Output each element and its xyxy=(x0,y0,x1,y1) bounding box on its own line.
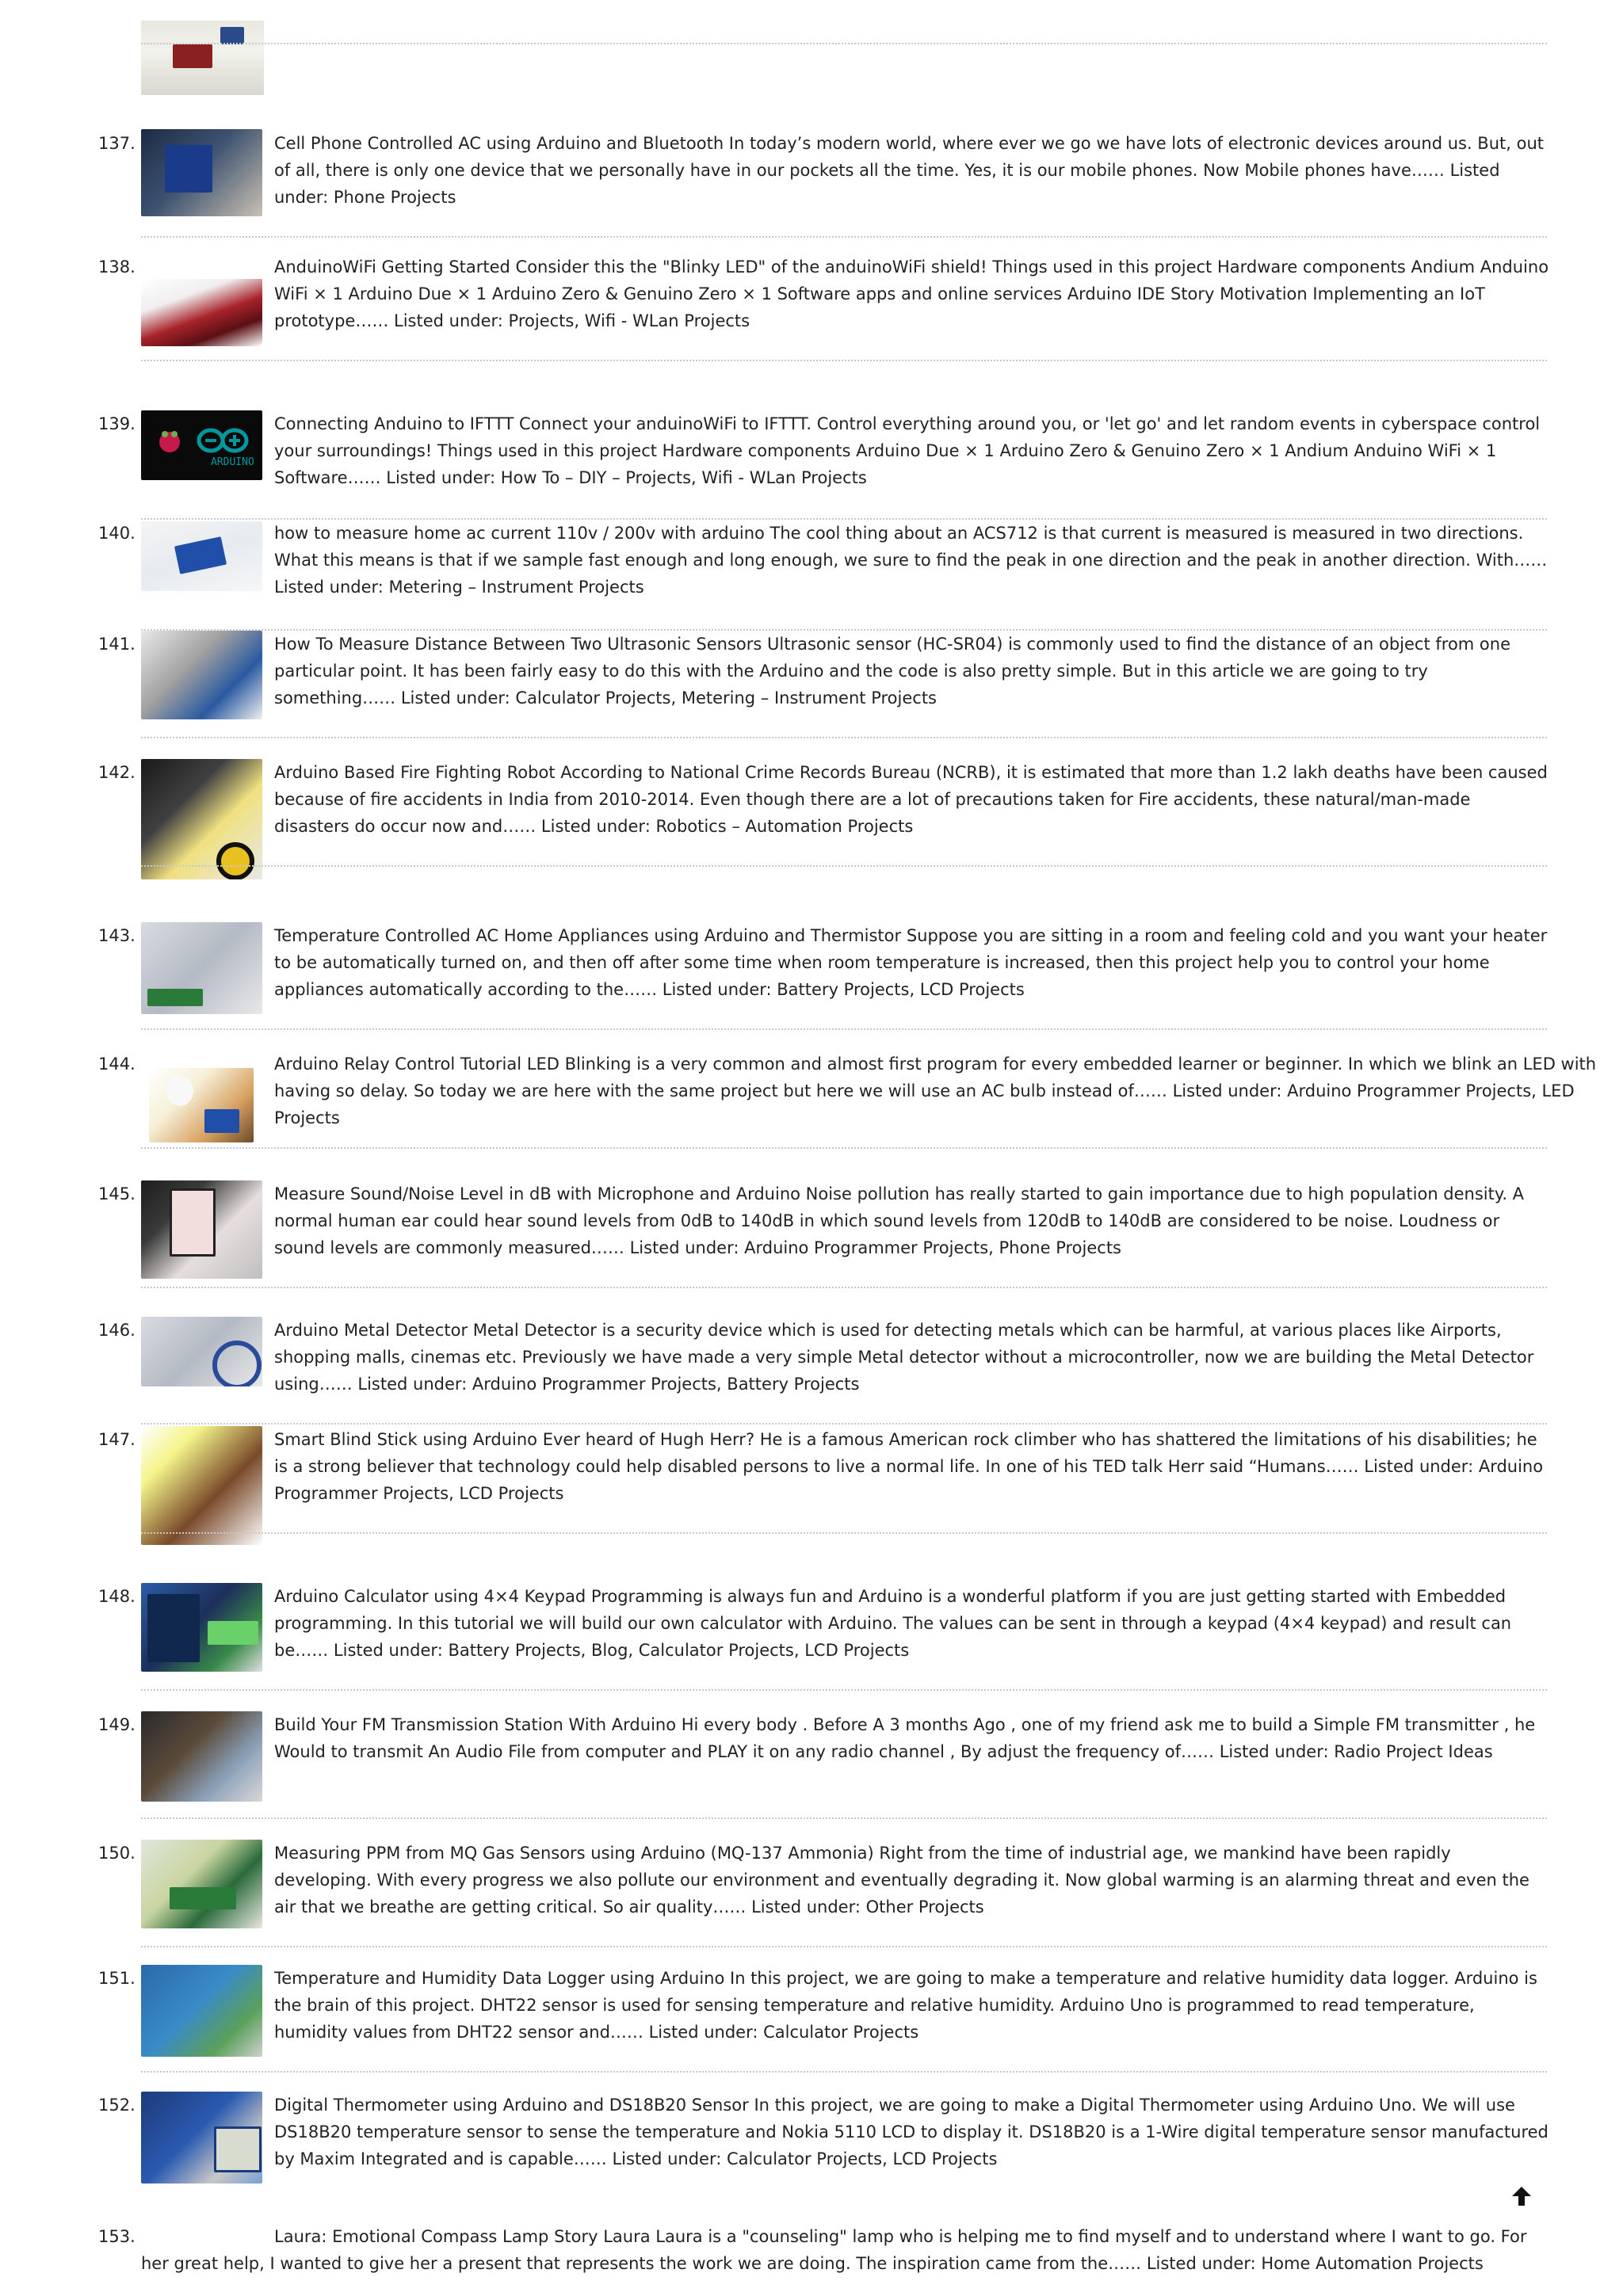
item-thumbnail[interactable] xyxy=(141,410,262,480)
arduino-logo-text: ARDUINO xyxy=(211,456,254,468)
list-separator xyxy=(141,865,1547,867)
item-thumbnail[interactable] xyxy=(141,21,264,95)
item-number: 144. xyxy=(98,1055,136,1074)
item-thumbnail[interactable] xyxy=(141,1180,262,1279)
item-number: 152. xyxy=(98,2096,136,2115)
item-thumbnail[interactable] xyxy=(141,2092,262,2183)
item-number: 149. xyxy=(98,1715,136,1734)
item-description[interactable]: AnduinoWiFi Getting Started Consider this the "Blinky LED" of the anduinoWiFi shield! Things used in this project Hardware components Andium Anduino WiFi × 1 Arduino Due × 1 Arduino Zero & Genuino Zero × 1 Software apps and online services Arduino IDE Story Motivation Implementing an IoT prototype…… Listed under: Projects, Wifi - WLan Projects xyxy=(274,257,1549,330)
item-description[interactable]: Arduino Based Fire Fighting Robot According to National Crime Records Bureau (NCRB), it is estimated that more than 1.2 lakh deaths have been caused because of fire accidents in India from 2010-2014. Even though there are a lot of precautions taken for Fire accidents, these natural/man-made disasters do occur now and…… Listed under: Robotics – Automation Projects xyxy=(274,763,1548,836)
item-description[interactable]: Laura: Emotional Compass Lamp Story Laura Laura is a "counseling" lamp who is helping me to find myself and to understand where I want to go. For her great help, I wanted to give her a present that represents the work we are doing. The inspiration came from the…… Listed under: Home Automation Projects xyxy=(141,2227,1527,2273)
list-separator xyxy=(141,236,1547,238)
item-description[interactable]: Arduino Relay Control Tutorial LED Blinking is a very common and almost first program for every embedded learner or beginner. In which we blink an LED with having so delay. So today we are here with the same project but here we will use an AC bulb instead of…… Listed under: Arduino Programmer Projects, LED Projects xyxy=(274,1055,1597,1127)
arduino-raspberry-logo xyxy=(141,410,262,480)
list-separator xyxy=(141,43,1547,44)
item-description[interactable]: Build Your FM Transmission Station With Arduino Hi every body . Before A 3 months Ago , one of my friend ask me to build a Simple FM transmitter , he Would to transmit An Audio File from computer and PLAY it on any radio channel , By adjust the frequency of…… Listed under: Radio Project Ideas xyxy=(274,1715,1536,1761)
list-separator xyxy=(141,1817,1547,1819)
scroll-to-top-button[interactable] xyxy=(1509,2183,1534,2209)
list-separator xyxy=(141,1532,1547,1534)
item-thumbnail[interactable] xyxy=(141,1317,262,1386)
item-thumbnail[interactable] xyxy=(141,279,262,346)
list-separator xyxy=(141,1287,1547,1288)
item-description[interactable]: Cell Phone Controlled AC using Arduino and Bluetooth In today’s modern world, where ever we go we have lots of electronic devices around us. But, out of all, there is only one device that we personally have in our pockets all the time. Yes, it is our mobile phones. Now Mobile phones have…… Listed under: Phone Projects xyxy=(274,134,1544,207)
item-description[interactable]: Connecting Anduino to IFTTT Connect your anduinoWiFi to IFTTT. Control everything around you, or 'let go' and let random events in cyberspace control your surroundings! Things used in this project Hardware components Arduino Due × 1 Arduino Zero & Genuino Zero × 1 Andium Anduino WiFi × 1 Software…… Listed under: How To – DIY – Projects, Wifi - WLan Projects xyxy=(274,414,1541,487)
item-number: 138. xyxy=(98,257,136,277)
item-number: 143. xyxy=(98,926,136,945)
item-description[interactable]: how to measure home ac current 110v / 200v with arduino The cool thing about an ACS712 is that current is measured is measured in two directions. What this means is that if we sample fast enough and long enough, we sure to find the peak in one direction and the peak in another direction. With…… Listed under: Metering – Instrument Projects xyxy=(274,524,1548,597)
item-number: 146. xyxy=(98,1321,136,1340)
item-thumbnail[interactable] xyxy=(141,1840,262,1928)
item-description[interactable]: Measure Sound/Noise Level in dB with Microphone and Arduino Noise pollution has really started to gain importance due to high population density. A normal human ear could hear sound levels from 0dB to 140dB in which sound levels from 120dB to 140dB are considered to be noise. Loudness or sound levels are commonly measured…… Listed under: Arduino Programmer Projects, Phone Projects xyxy=(274,1184,1525,1257)
item-description[interactable]: Temperature and Humidity Data Logger using Arduino In this project, we are going to make a temperature and relative humidity data logger. Arduino is the brain of this project. DHT22 sensor is used for sensing temperature and relative humidity. Arduino Uno is programmed to read temperature, humidity values from DHT22 sensor and…… Listed under: Calculator Projects xyxy=(274,1969,1537,2042)
item-thumbnail[interactable] xyxy=(141,521,262,591)
item-number: 140. xyxy=(98,524,136,543)
item-number: 137. xyxy=(98,134,136,153)
item-description[interactable]: Arduino Metal Detector Metal Detector is a security device which is used for detecting metals which can be harmful, at various places like Airports, shopping malls, cinemas etc. Previously we have made a very simple Metal detector without a microcontroller, now we are building the Metal Detector using…… Listed under: Arduino Programmer Projects, Battery Projects xyxy=(274,1321,1534,1394)
list-separator xyxy=(141,1946,1547,1947)
item-number: 148. xyxy=(98,1587,136,1606)
item-thumbnail[interactable] xyxy=(141,1426,262,1545)
item-thumbnail[interactable] xyxy=(141,1711,262,1802)
item-thumbnail[interactable] xyxy=(141,1965,262,2057)
item-thumbnail[interactable] xyxy=(141,1583,262,1672)
list-separator xyxy=(141,2071,1547,2073)
item-thumbnail[interactable] xyxy=(141,922,262,1014)
item-number: 151. xyxy=(98,1969,136,1988)
item-number: 153. xyxy=(98,2227,136,2246)
item-number: 141. xyxy=(98,635,136,654)
list-separator xyxy=(141,1689,1547,1691)
item-number: 145. xyxy=(98,1184,136,1203)
item-number: 139. xyxy=(98,414,136,433)
item-description[interactable]: Measuring PPM from MQ Gas Sensors using Arduino (MQ-137 Ammonia) Right from the time of industrial age, we mankind have been rapidly developing. With every progress we also pollute our environment and eventually degrading it. Now global warming is an alarming threat and even the air that we breathe are getting critical. So air quality…… Listed under: Other Projects xyxy=(274,1844,1529,1917)
list-separator xyxy=(141,1028,1547,1030)
item-number: 147. xyxy=(98,1430,136,1449)
item-description[interactable]: Digital Thermometer using Arduino and DS18B20 Sensor In this project, we are going to make a Digital Thermometer using Arduino Uno. We will use DS18B20 temperature sensor to sense the temperature and Nokia 5110 LCD to display it. DS18B20 is a 1-Wire digital temperature sensor manufactured by Maxim Integrated and is capable…… Listed under: Calculator Projects, LCD Projects xyxy=(274,2096,1549,2168)
item-description[interactable]: Smart Blind Stick using Arduino Ever heard of Hugh Herr? He is a famous American rock climber who has shattered the limitations of his disabilities; he is a strong believer that technology could help disabled persons to live a normal life. In one of his TED talk Herr said “Humans…… Listed under: Arduino Programmer Projects, LCD Projects xyxy=(274,1430,1544,1503)
item-description[interactable]: Arduino Calculator using 4×4 Keypad Programming is always fun and Arduino is a wonderful platform if you are just getting started with Embedded programming. In this tutorial we will build our own calculator with Arduino. The values can be sent in through a keypad (4×4 keypad) and result can be…… Listed under: Battery Projects, Blog, Calculator Projects, LCD Projects xyxy=(274,1587,1512,1660)
item-description[interactable]: Temperature Controlled AC Home Appliances using Arduino and Thermistor Suppose you are sitting in a room and feeling cold and you want your heater to be automatically turned on, and then off after some time when room temperature is increased, then this project help you to control your home appliances automatically according to the…… Listed under: Battery Projects, LCD Projects xyxy=(274,926,1548,999)
item-thumbnail[interactable] xyxy=(149,1068,254,1142)
item-number: 150. xyxy=(98,1844,136,1863)
item-description[interactable]: How To Measure Distance Between Two Ultrasonic Sensors Ultrasonic sensor (HC-SR04) is commonly used to find the distance of an object from one particular point. It has been fairly easy to do this with the Arduino and the code is also pretty simple. But in this article we are going to try something…… Listed under: Calculator Projects, Metering – Instrument Projects xyxy=(274,635,1511,707)
item-thumbnail[interactable] xyxy=(141,631,262,719)
item-thumbnail[interactable] xyxy=(141,129,262,216)
item-thumbnail[interactable] xyxy=(141,759,262,879)
list-separator xyxy=(141,1423,1547,1425)
arrow-up-icon xyxy=(1509,2183,1534,2209)
list-separator xyxy=(141,360,1547,361)
list-separator xyxy=(141,737,1547,738)
list-separator xyxy=(141,1147,1547,1149)
item-number: 142. xyxy=(98,763,136,782)
